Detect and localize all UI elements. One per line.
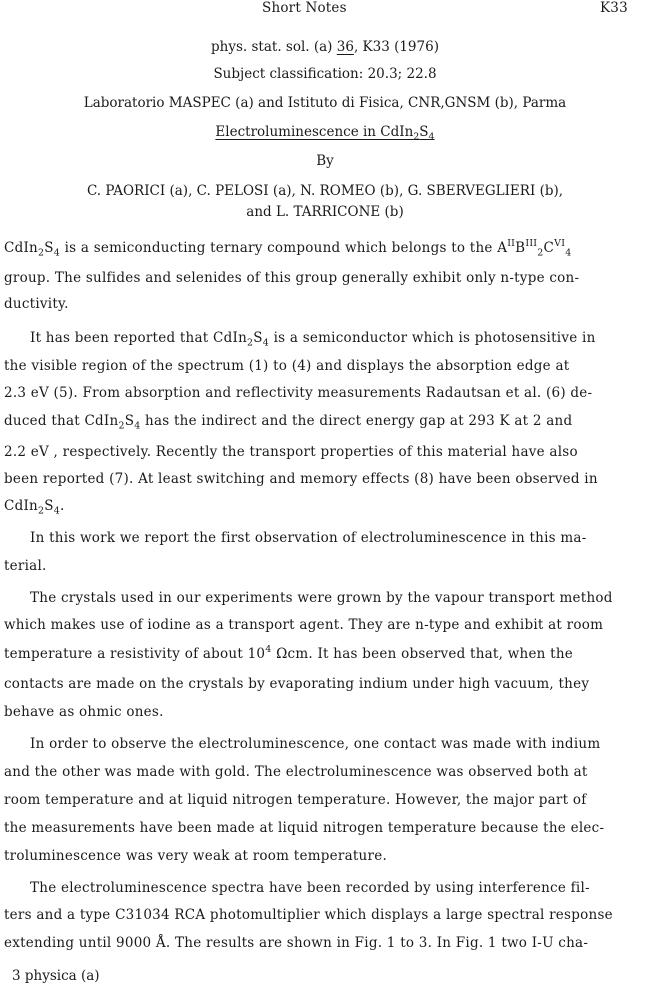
signature-mark: 3 physica (a) <box>12 968 100 984</box>
title-text: Electroluminescence in $CdIn_2S_4$ <box>215 124 435 143</box>
p6-line-3: extending until 9000 Å. The results are shown in Fig. 1 to 3. In Fig. 1 two I-U cha- <box>4 935 589 951</box>
authors-line-2: and L. TARRICONE (b) <box>246 204 404 220</box>
journal-citation <box>0 39 650 55</box>
p1-line-2: group. The sulfides and selenides of this group generally exhibit only n-type con- <box>4 270 580 286</box>
p5-line-5: troluminescence was very weak at room temperature. <box>4 848 387 864</box>
p3-line-2: terial. <box>4 558 47 574</box>
p4-line-4: contacts are made on the crystals by evaporating indium under high vacuum, they <box>4 676 590 692</box>
journal-name: phys. stat. sol. (a) <box>211 39 337 55</box>
p6-line-1: The electroluminescence spectra have been recorded by using interference fil- <box>30 880 590 896</box>
p1-line-1: $CdIn_2S_4$ is a semiconducting ternary compound which belongs to the $A^{II}B^{III}_2C^{VI}_4$ <box>4 237 572 259</box>
p4-line-1: The crystals used in our experiments were grown by the vapour transport method <box>30 590 613 606</box>
p2-line-7: $CdIn_2S_4$. <box>4 498 65 517</box>
p1-line-3: ductivity. <box>4 296 69 312</box>
p2-line-2: the visible region of the spectrum (1) to (4) and displays the absorption edge at <box>4 358 570 374</box>
by-line: By <box>316 153 334 169</box>
page-id: K33 <box>600 0 628 16</box>
p4-line-3: temperature a resistivity of about $10^4$ Ωcm. It has been observed that, when the <box>4 643 574 662</box>
p5-line-3: room temperature and at liquid nitrogen temperature. However, the major part of <box>4 792 587 808</box>
p5-line-2: and the other was made with gold. The electroluminescence was observed both at <box>4 764 588 780</box>
p4-line-5: behave as ohmic ones. <box>4 704 164 720</box>
p6-line-2: ters and a type C31034 RCA photomultiplier which displays a large spectral response <box>4 907 613 923</box>
affiliation: Laboratorio MASPEC (a) and Istituto di Fisica, CNR,GNSM (b), Parma <box>83 95 567 111</box>
p2-line-3: 2.3 eV (5). From absorption and reflectivity measurements Radautsan et al. (6) de- <box>4 385 593 401</box>
subject-classification: Subject classification: 20.3; 22.8 <box>213 66 437 82</box>
p2-line-5: 2.2 eV , respectively. Recently the transport properties of this material have also <box>4 444 578 460</box>
journal-pages: , K33 (1976) <box>353 39 439 55</box>
p5-line-1: In order to observe the electroluminescence, one contact was made with indium <box>30 736 601 752</box>
paper-title <box>0 124 650 143</box>
p2-line-4: duced that $CdIn_2S_4$ has the indirect and the direct energy gap at 293 K at 2 and <box>4 413 573 432</box>
running-title: Short Notes <box>262 0 347 16</box>
p3-line-1: In this work we report the first observation of electroluminescence in this ma- <box>30 530 587 546</box>
p2-line-1: It has been reported that $CdIn_2S_4$ is a semiconductor which is photosensitive in <box>30 330 596 349</box>
p5-line-4: the measurements have been made at liquid nitrogen temperature because the elec- <box>4 820 605 836</box>
p4-line-2: which makes use of iodine as a transport agent. They are n-type and exhibit at room <box>4 617 604 633</box>
volume-number: 36 <box>336 39 354 55</box>
p2-line-6: been reported (7). At least switching and memory effects (8) have been observed in <box>4 471 598 487</box>
authors-line-1: C. PAORICI (a), C. PELOSI (a), N. ROMEO (b), G. SBERVEGLIERI (b), <box>86 183 564 199</box>
